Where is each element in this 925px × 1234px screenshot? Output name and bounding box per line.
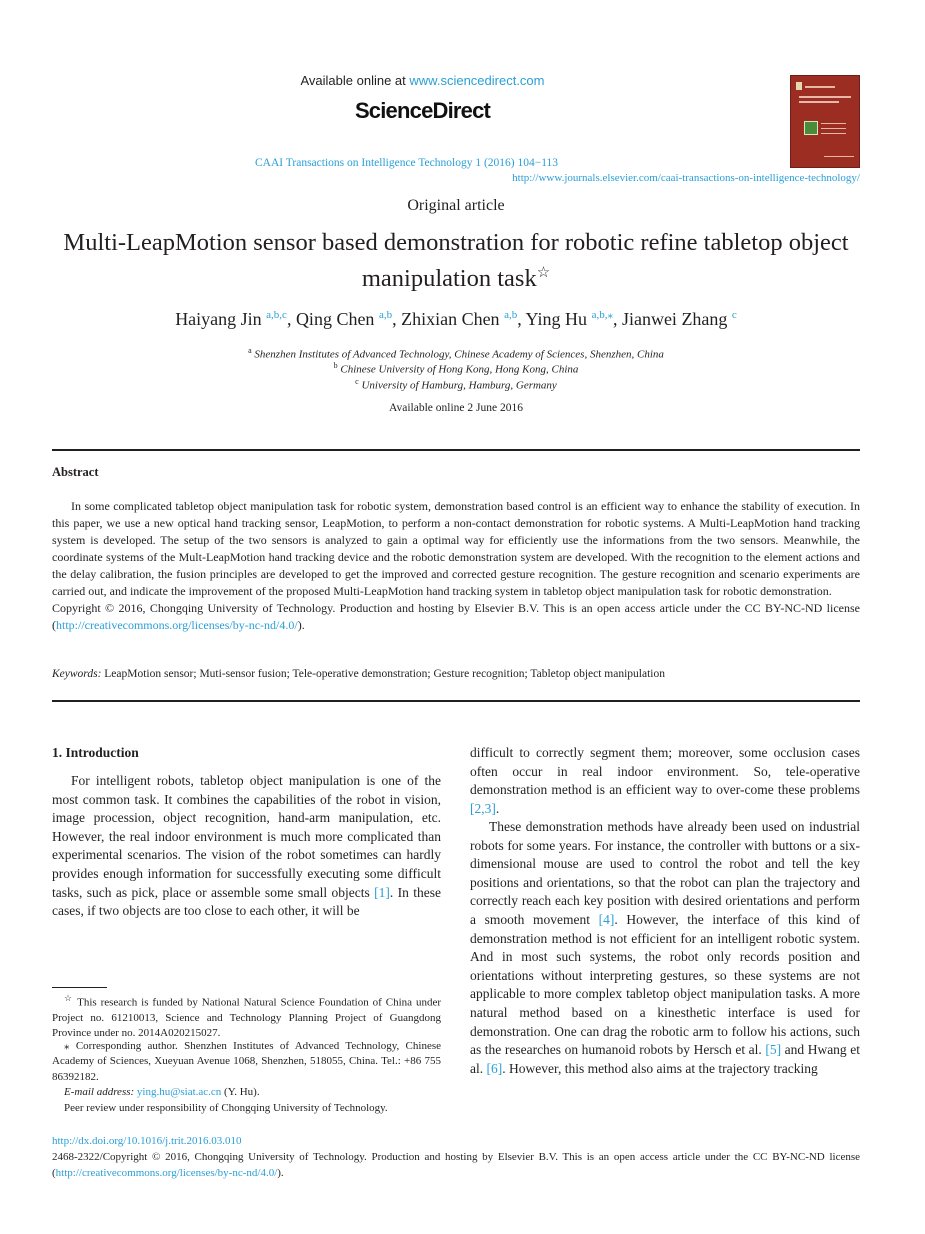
cover-logo-mark: [796, 82, 802, 90]
cover-text-line: [821, 128, 846, 129]
footer-copyright: 2468-2322/Copyright © 2016, Chongqing University of Technology. Production and hosting by Elsevier B.V. This is an open access article under the CC BY-NC-ND license (http://creativecommons.org/licenses/by-nc-nd/4.0/).: [52, 1151, 860, 1179]
footnote-mark: ⁎: [64, 1040, 70, 1052]
sciencedirect-logo[interactable]: ScienceDirect: [354, 98, 491, 123]
cover-graphic: [804, 121, 818, 135]
citation-link[interactable]: [1]: [374, 884, 390, 900]
section-heading-introduction: 1. Introduction: [52, 745, 139, 760]
keywords-text: LeapMotion sensor; Muti-sensor fusion; Tele-operative demonstration; Gesture recognition; Tabletop object manipulation: [101, 668, 665, 680]
keywords-label: Keywords:: [52, 668, 102, 680]
available-date: Available online 2 June 2016: [389, 402, 523, 414]
journal-citation[interactable]: CAAI Transactions on Intelligence Technology 1 (2016) 104−113: [255, 157, 559, 169]
cover-text-line: [824, 156, 854, 157]
email-label: E-mail address:: [64, 1086, 135, 1098]
divider-bottom: [52, 700, 860, 702]
cover-text-line: [821, 133, 846, 134]
available-online-line: [0, 73, 845, 88]
citation-link[interactable]: [6]: [486, 1060, 503, 1076]
footnote-separator: [52, 987, 107, 988]
cover-text-line: [821, 123, 846, 124]
abstract-heading: Abstract: [52, 465, 99, 479]
cover-title-line: [799, 101, 839, 103]
available-online-prefix: Available online at: [300, 73, 410, 88]
author[interactable]: [526, 309, 613, 329]
cover-title-line: [799, 96, 851, 98]
intro-paragraph-2: These demonstration methods have already been used on industrial robots for some years. For instance, the controller with buttons or a six-dimensional mouse are used to control the robot and tell the key positions and orientations, so that the robot can plan the trajectory and correctly reach each key position with desired orientations and perform a smooth movement [4]. However, the interface of this kind of demonstration method is not efficient for an intelligent robotic system. And in most such systems, the robot only records position and orientations without interpreting gestures, so these systems are not applicable to more complex tabletop object manipulation tasks. A more natural method based on a kinesthetic interface is used for demonstration. One can drag the robotic arm to follow his actions, such as the researches on humanoid robots by Hersch et al. [5] and Hwang et al. [6]. However, this method also aims at the trajectory tracking: [470, 819, 861, 1076]
abstract-text: In some complicated tabletop object manipulation task for robotic system, demonstration based control is an efficient way to enhance the stability of execution. In this paper, we use a new optical hand tracking sensor, LeapMotion, to perform a non-contact demonstration for robotic systems. A Multi-LeapMotion hand tracking system is developed. The setup of the two sensors is analyzed to gain a optimal way for efficiently use the informations from the two sensors. Meanwhile, the coordinate systems of the Mult-LeapMotion hand tracking device and the robotic demonstration system are developed. With the recognition to the element actions and the delay calibration, the fusion principles are developed to get the improved and corrected gesture recognition. The gesture recognition and scenario experiments are carried out, and indicate the improvement of the proposed Multi-LeapMotion hand tracking system in tabletop object manipulation task for robotic demonstration.: [52, 499, 860, 598]
citation-link[interactable]: [4]: [598, 911, 615, 927]
author-list: Haiyang Jin $^{a,b,c}$, Qing Chen $^{a,b}$, Zhixian Chen $^{a,b}$, Ying Hu $^{a,b,⁎}$, Jianwei Zhang $^c$: [175, 309, 737, 329]
keywords: [52, 668, 860, 680]
author[interactable]: [296, 309, 392, 329]
author-affiliation-mark[interactable]: a,b,c: [266, 309, 287, 321]
author[interactable]: [175, 309, 287, 329]
author[interactable]: [401, 309, 517, 329]
author-name[interactable]: Ying Hu: [525, 309, 588, 329]
article-title: [30, 228, 882, 294]
author-affiliation-mark[interactable]: c: [731, 309, 737, 321]
affiliation-a: $^a$ Shenzhen Institutes of Advanced Technology, Chinese Academy of Sciences, Shenzhen, China: [248, 346, 664, 361]
footnote-funding: ☆ This research is funded by National Natural Science Foundation of China under Project no. 61210013, Science and Technology Planning Project of Guangdong Province under no. 2014A020215027.: [52, 993, 441, 1040]
affiliation-b: $^b$ Chinese University of Hong Kong, Hong Kong, China: [333, 361, 579, 376]
journal-cover-image[interactable]: [790, 75, 860, 168]
email-link[interactable]: ying.hu@siat.ac.cn: [136, 1086, 222, 1098]
abstract-body: In some complicated tabletop object manipulation task for robotic system, demonstration based control is an efficient way to enhance the stability of execution. In this paper, we use a new optical hand tracking sensor, LeapMotion, to perform a non-contact demonstration for robotic systems. A Multi-LeapMotion hand tracking system is developed. The setup of the two sensors is analyzed to gain a optimal way for efficiently use the informations from the two sensors. Meanwhile, the coordinate systems of the Mult-LeapMotion hand tracking device and the robotic demonstration system are developed. With the recognition to the element actions and the delay calibration, the fusion principles are developed to get the improved and corrected gesture recognition. The gesture recognition and scenario experiments are carried out, and indicate the improvement of the proposed Multi-LeapMotion hand tracking system in tabletop object manipulation task for robotic demonstration. Copyright © 2016, Chongqing University of Technology. Production and hosting by Elsevier B.V. This is an open access article under the CC BY-NC-ND license (http://creativecommons.org/licenses/by-nc-nd/4.0/).: [52, 499, 860, 632]
journal-url-link[interactable]: http://www.journals.elsevier.com/caai-transactions-on-intelligence-technology/: [512, 172, 860, 184]
citation-link[interactable]: [5]: [765, 1042, 782, 1058]
doi-link[interactable]: http://dx.doi.org/10.1016/j.trit.2016.03.010: [52, 1135, 242, 1147]
author-affiliation-mark[interactable]: a,b: [378, 309, 393, 321]
author-name[interactable]: Jianwei Zhang: [621, 309, 728, 329]
affiliation-c: $^c$ University of Hamburg, Hamburg, Germany: [355, 377, 557, 392]
footnote-mark: ☆: [64, 993, 74, 1003]
abstract-copyright: Copyright © 2016, Chongqing University of Technology. Production and hosting by Elsevier B.V. This is an open access article under the CC BY-NC-ND license (: [52, 601, 860, 632]
intro-paragraph-1: For intelligent robots, tabletop object manipulation is one of the most common task. It combines the capabilities of the robot in vision, image procession, object recognition, hand-arm manipulation, etc. However, the real indoor environment is much more complicated than experimental scenarios. The vision of the robot sometimes can hardly provides enough information for successfully executing some difficult tasks, such as pick, place or assemble some small objects [1]. In these cases, if two objects are too close to each other, it will be: [52, 773, 441, 919]
footnote-corresponding: ⁎ Corresponding author. Shenzhen Institutes of Advanced Technology, Chinese Academy of Sciences, Xueyuan Avenue 1068, Shenzhen, 518055, China. Tel.: +86 755 86392182.: [52, 1040, 441, 1083]
footer-license-link[interactable]: http://creativecommons.org/licenses/by-nc-nd/4.0/: [55, 1166, 278, 1179]
footnote-email: E-mail address: ying.hu@siat.ac.cn (Y. Hu).: [64, 1086, 260, 1098]
title-text: Multi-LeapMotion sensor based demonstration for robotic refine tabletop object manipulation task: [63, 229, 849, 293]
sciencedirect-link[interactable]: www.sciencedirect.com: [409, 73, 545, 88]
divider-top: [52, 449, 860, 451]
author-affiliation-mark[interactable]: a,b: [504, 309, 518, 321]
author-affiliation-mark[interactable]: a,b,⁎: [591, 309, 613, 321]
author-name[interactable]: Haiyang Jin: [175, 309, 262, 329]
abstract-license-link[interactable]: http://creativecommons.org/licenses/by-nc-nd/4.0/: [56, 618, 298, 632]
author-name[interactable]: Zhixian Chen: [401, 309, 500, 329]
footnote-peer-review: Peer review under responsibility of Chongqing University of Technology.: [64, 1102, 388, 1114]
article-type: Original article: [407, 197, 505, 214]
cover-title-line: [805, 86, 835, 88]
author[interactable]: [622, 309, 737, 329]
author-name[interactable]: Qing Chen: [295, 309, 375, 329]
title-footnote-mark[interactable]: ☆: [536, 265, 551, 281]
citation-link[interactable]: [2,3]: [470, 800, 496, 816]
intro-paragraph-1-continued: difficult to correctly segment them; moreover, some occlusion cases often occur in real indoor environment. So, tele-operative demonstration method is an efficient way to over-come these problems [2,3].: [470, 745, 860, 816]
